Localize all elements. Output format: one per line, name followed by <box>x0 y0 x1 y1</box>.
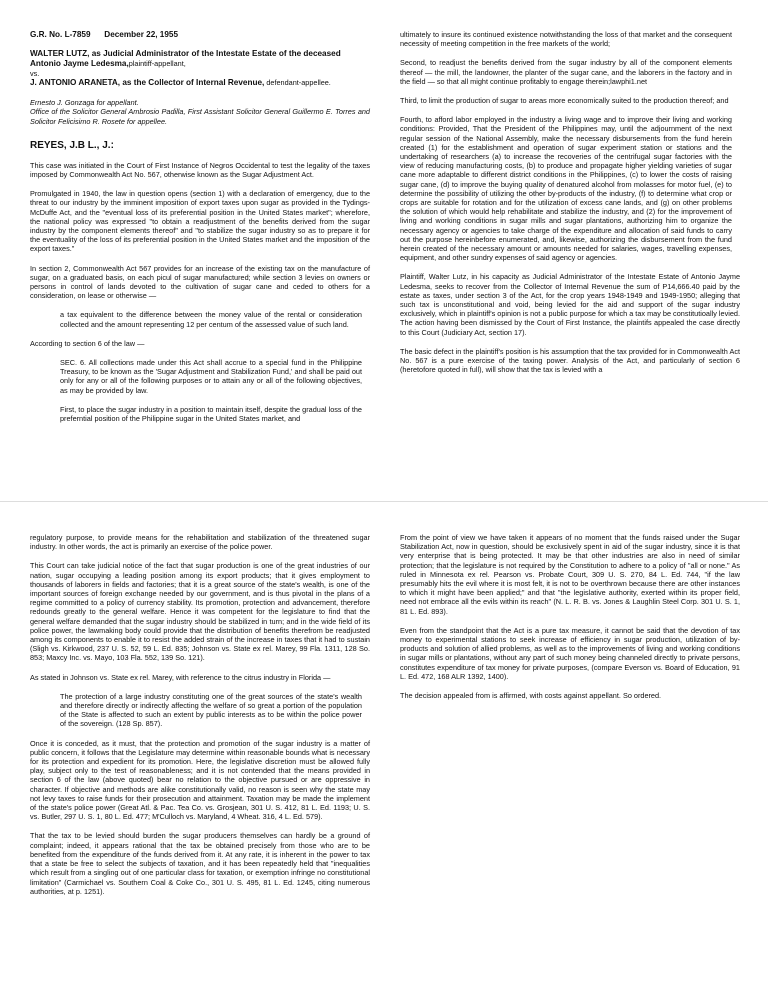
case-header <box>30 30 370 40</box>
document-page-2 <box>0 503 768 1003</box>
block-quote: ultimately to insure its continued existence notwithstanding the loss of that market and the consequent necessity of meeting competition in the free markets of the world; <box>400 30 732 49</box>
paragraph: Even from the standpoint that the Act is a pure tax measure, it cannot be said that the devotion of tax money to experimental stations to seek increase of efficiency in sugar production, utilization of by-products and solution of allied problems, as well as to the improvements of living and working conditions in sugar mills or plantations, without any part of such money being channeled directly to private persons, constitutes expenditure of tax money for private purposes, (compare Everson vs. Board of Education, 91 L. Ed. 472, 168 ALR 1392, 1400). <box>400 625 740 681</box>
paragraph: According to section 6 of the law — <box>30 338 145 348</box>
paragraph: That the tax to be levied should burden the sugar producers themselves can hardly be a ground of complaint; indeed, it appears rational that the tax be obtained precisely from those who are to be benefited from the expenditure of the funds derived from it. At any rate, it is inherent in the power to tax that a state be free to select the subjects of taxation, and it has been repeatedly held that "inequalities which result from a singling out of one particular class for taxation, or exemption infringe no constitutional limitation" (Carmichael vs. Southern Coal & Coke Co., 301 U. S. 495, 81 L. Ed. 1245, citing numerous authorities, at p. 1251). <box>30 831 370 896</box>
block-quote: The protection of a large industry constituting one of the great sources of the state's wealth and therefore directly or indirectly affecting the welfare of so great a portion of the population of the State is affected to such an extent by public interests as to be within the police power of the sovereign. (128 Sp. 857). <box>60 691 362 729</box>
defendant-name: J. ANTONIO ARANETA, as the Collector of Internal Revenue, <box>30 78 265 88</box>
block-quote: Third, to limit the production of sugar to areas more economically suited to the production thereof; and <box>400 96 729 106</box>
case-number: G.R. No. L-7859 <box>30 30 91 39</box>
counsel-appellee: Office of the Solicitor General Ambrosio Padilla, First Assistant Solicitor General Guillermo E. Torres and Solicitor Felicisimo R. Rosete for appellee. <box>30 107 370 126</box>
block-quote: SEC. 6. All collections made under this Act shall accrue to a special fund in the Philippine Treasury, to be known as the 'Sugar Adjustment and Stabilization Fund,' and shall be paid out only for any or all of the following purposes or to attain any or all of the following objectives, as may be provided by law. <box>60 358 362 395</box>
paragraph: As stated in Johnson vs. State ex rel. Marey, with reference to the citrus industry in Florida — <box>30 672 331 682</box>
paragraph: This Court can take judicial notice of the fact that sugar production is one of the great industries of our nation, sugar occupying a leading position among its export products; that it gives employment to thousands of laborers in fields and factories; that it is a great source of the state's wealth, is one of the important sources of foreign exchange needed by our government, and is thus pivotal in the plans of a regime committed to a policy of currency stability. Its promotion, protection and advancement, therefore redounds greatly to the general welfare. Hence it was competent for the legislature to find that the general welfare demanded that the sugar industry should be stabilized in turn; and in the wide field of its police power, the lawmaking body could provide that the distribution of benefits therefrom be readjusted among its components to enable it to resist the added strain of the increase in taxes that it had to sustain (Sligh vs. Kirkwood, 237 U. S. 52, 59 L. Ed. 835; Johnson vs. State ex rel. Marey, 99 Fla. 1311, 128 So. 853; Maxcy Inc. vs. Mayo, 103 Fla. 552, 139 So. 121). <box>30 561 370 663</box>
page-2-right-column <box>400 533 740 700</box>
paragraph: In section 2, Commonwealth Act 567 provides for an increase of the existing tax on the manufacture of sugar, on a graduated basis, on each picul of sugar manufactured; while section 3 levies on owners or persons in control of lands devoted to the cultivation of sugar cane and ceded to others for a consideration, on lease or otherwise — <box>30 263 370 301</box>
paragraph: regulatory purpose, to provide means for the rehabilitation and stabilization of the threatened sugar industry. In other words, the act is primarily an exercise of the police power. <box>30 533 370 552</box>
plaintiff-role: plaintiff-appellant, <box>128 59 186 68</box>
paragraph: Plaintiff, Walter Lutz, in his capacity as Judicial Administrator of the Intestate Estate of Antonio Jayme Ledesma, seeks to recover from the Collector of Internal Revenue the sum of P14,666.40 paid by the estate as taxes, under section 3 of the Act, for the crop years 1948-1949 and 1949-1950; alleging that such tax is unconstitutional and void, being levied for the aid and support of the sugar industry exclusively, which in plaintiff's opinion is not a public purpose for which a tax may be constitutioally levied. The action having been dismissed by the Court of First Instance, the plaintifs appealed the case directly to this Court (Judiciary Act, section 17). <box>400 272 740 337</box>
defendant-role: defendant-appellee. <box>264 78 331 88</box>
case-date: December 22, 1955 <box>104 30 179 39</box>
counsel-appellant: Ernesto J. Gonzaga for appellant. <box>30 98 139 108</box>
page-divider <box>0 501 768 502</box>
defendant-party <box>30 78 370 88</box>
paragraph: The basic defect in the plaintiff's position is his assumption that the tax provided for in Commonwealth Act No. 567 is a pure exercise of the taxing power. Analysis of the Act, and particularly of section 6 (heretofore quoted in full), will show that the tax is levied with a <box>400 346 740 375</box>
paragraph: Once it is conceded, as it must, that the protection and promotion of the sugar industry is a matter of public concern, it follows that the Legislature may determine within reasonable bounds what is necessary for its protection and expedient for its promotion. Here, the legislative discretion must be allowed fully play, subject only to the test of reasonableness; and it is not contended that the means provided in section 6 of the law (above quoted) bear no relation to the objective pursued or are oppressive in character. If objective and methods are alike constitutionally valid, no reason is seen why the state may not levy taxes to raise funds for their prosecution and attainment. Taxation may be made the implement of the state's police power (Great Atl. & Pac. Tea Co. vs. Grosjean, 301 U. S. 412, 81 L. Ed. 1193; U. S. vs. Butler, 297 U. S. 1, 80 L. Ed. 477; M'Culloch vs. Maryland, 4 Wheat. 316, 4 L. Ed. 579). <box>30 738 370 822</box>
paragraph: From the point of view we have taken it appears of no moment that the funds raised under the Sugar Stabilization Act, now in question, should be exclusively spent in aid of the sugar industry, since it is that very enterprise that is being protected. It may be that other industries are also in need of similar protection; that the legislature is not required by the Constitution to adhere to a policy of "all or none." As ruled in Minnesota ex rel. Pearson vs. Probate Court, 309 U. S. 270, 84 L. Ed. 744, "if the law presumably hits the evil where it is most felt, it is not to be overthrown because there are other instances to which it might have been applied;" and that "the legislative authority, exerted within its proper field, need not embrace all the evils within its reach" (N. L. R. B. vs. Jones & Laughlin Steel Corp. 301 U. S. 1, 81 L. Ed. 893). <box>400 533 740 616</box>
ponente-heading: REYES, J.B L., J.: <box>30 139 114 151</box>
page-1-right-column <box>400 30 740 375</box>
block-quote: a tax equivalent to the difference between the money value of the rental or consideration collected and the amount representing 12 per centum of the assessed value of such land. <box>60 310 362 329</box>
page-1-left-column <box>30 30 370 423</box>
block-quote: First, to place the sugar industry in a position to maintain itself, despite the gradual loss of the preferntial position of the Philippine sugar in the United States market, and <box>60 404 362 424</box>
block-quote: Fourth, to afford labor employed in the industry a living wage and to improve their living and working conditions: Provided, That the President of the Philippines may, until the adjournment of the next regular session of the National Assembly, make the necessary disbursements from the fund herein created (1) for the establishment and operation of sugar experiment station or stations and the undertaking of researchers (a) to increase the recoveries of the centrifugal sugar factories with the view of reducing manufacturing costs, (b) to produce and propagate higher yielding varieties of sugar cane more adaptable to different district conditions in the Philippines, (c) to lower the costs of raising sugar cane, (d) to improve the buying quality of denatured alcohol from molasses for motor fuel, (e) to determine the possibility of utilizing the other by-products of the industry, (f) to determine what crop or crops are suitable for rotation and for the utilization of excess cane lands, and (g) on other problems the solution of which would help rehabilitate and stabilize the industry, and (2) for the improvement of living and working conditions in sugar mills and sugar plantations, authorizing him to organize the necessary agency or agencies to take charge of the expenditure and allocation of said funds to carry out the purpose hereinbefore enumerated, and, likewise, authorizing the disbursement from the fund herein created of the necessary amount or amounts needed for salaries, wages, travelling expenses, equipment, and other sundry expenses of said agency or agencies. <box>400 115 732 263</box>
plaintiff-name: WALTER LUTZ, as Judicial Administrator of the Intestate Estate of the deceased Antonio Jayme Ledesma, <box>30 49 341 68</box>
versus-label: vs. <box>30 69 40 78</box>
block-quote: Second, to readjust the benefits derived from the sugar industry by all of the component elements thereof — the mill, the landowner, the planter of the sugar cane, and the laborers in the factory and in the field — so that all might continue profitably to engage therein;lawphi1.net <box>400 58 732 86</box>
paragraph: The decision appealed from is affirmed, with costs against appellant. So ordered. <box>400 691 662 701</box>
paragraph: This case was initiated in the Court of First Instance of Negros Occidental to test the legality of the taxes imposed by Commonwealth Act No. 567, otherwise known as the Sugar Adjustment Act. <box>30 160 370 180</box>
paragraph: Promulgated in 1940, the law in question opens (section 1) with a declaration of emergency, due to the threat to our industry by the imminent imposition of export taxes upon sugar as provided in the Tydings-McDuffe Act, and the "eventual loss of its preferential position in the United States market"; wherefore, the national policy was expressed "to obtain a readjustment of the benefits derived from the sugar industry by the component elements thereof" and "to stabilize the sugar industry so as to prepare it for the eventuality of the loss of its preferential position in the United States market and the imposition of the export taxes." <box>30 189 370 254</box>
document-page-1 <box>0 0 768 500</box>
page-2-left-column <box>30 533 370 896</box>
plaintiff-party <box>30 49 370 69</box>
